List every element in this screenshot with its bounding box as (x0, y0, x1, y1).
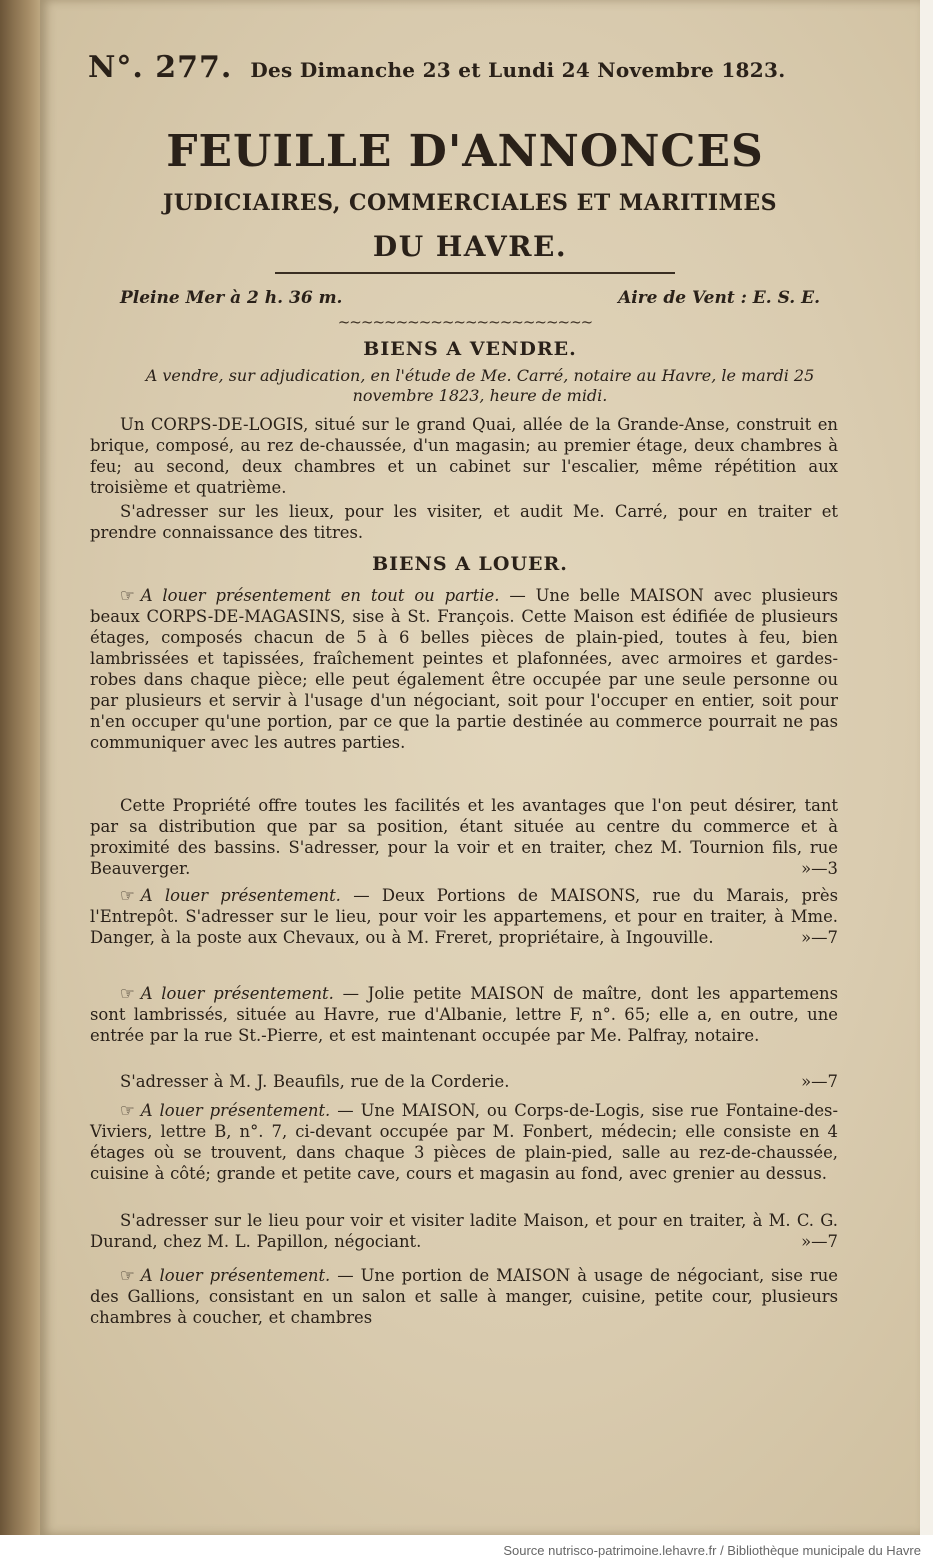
ad-3-ref: »—7 (801, 1072, 838, 1091)
tide-wind-line (100, 288, 840, 308)
ad-3-text-2: S'adresser à M. J. Beaufils, rue de la Corderie. (120, 1072, 510, 1091)
masthead-city: DU HAVRE. (372, 230, 568, 263)
ad-3-lead: A louer présentement. (140, 984, 334, 1003)
pointing-hand-icon: ☞ (120, 1266, 135, 1285)
issue-date: Des Dimanche 23 et Lundi 24 Novembre 1823. (250, 58, 786, 82)
pointing-hand-icon: ☞ (120, 886, 135, 905)
ad-4-text-2: S'adresser sur le lieu pour voir et visiter ladite Maison, et pour en traiter, à M. C. G. Durand, chez M. L. Papillon, négociant. (90, 1211, 838, 1251)
louer-ad-4 (90, 1100, 838, 1184)
vendre-paragraph-1: Un CORPS-DE-LOGIS, situé sur le grand Quai, allée de la Grande-Anse, construit en brique, composé, au rez de-chaussée, d'un magasin; au premier étage, deux chambres à feu; au second, deux chambres et un cabinet sur l'escalier, même répétition aux troisième et quatrième. (90, 415, 838, 497)
wind-info: Aire de Vent : E. S. E. (618, 288, 820, 308)
louer-ad-2 (90, 885, 838, 948)
ad-1-lead: A louer présentement en tout ou partie. (140, 586, 500, 605)
section-heading-vendre: BIENS A VENDRE. (363, 338, 577, 360)
masthead-title: FEUILLE D'ANNONCES (166, 126, 764, 177)
louer-ad-3-continued (90, 1071, 838, 1092)
ad-4-lead: A louer présentement. (140, 1101, 331, 1120)
pointing-hand-icon: ☞ (120, 984, 135, 1003)
ad-1-text: — Une belle MAISON avec plusieurs beaux CORPS-DE-MAGASINS, sise à St. François. Cette Maison est édifiée de plusieurs étages, composés chacun de 5 à 6 belles pièces de plain-pied, toutes à feu, bien lambrissées et tapissées, fraîchement peintes et plafonnées, avec armoires et gardes-robes dans chaque pièce; elle peut également être occupée par une seule personne ou par plusieurs et servir à l'usage d'un négociant, soit pour l'occuper en entier, soit pour n'en occuper qu'une portion, par ce que la partie destinée au commerce pourrait ne pas communiquer avec les autres parties. (90, 586, 838, 752)
louer-ad-3 (90, 983, 838, 1046)
issue-line (88, 50, 828, 94)
louer-ad-5 (90, 1265, 838, 1328)
louer-ad-1-continued (90, 795, 838, 879)
ad-2-text: — Deux Portions de MAISONS, rue du Marais, près l'Entrepôt. S'adresser sur le lieu, pour voir les appartemens, et pour en traiter, à Mme. Danger, à la poste aux Chevaux, ou à M. Freret, propriétaire, à Ingouville. (90, 886, 838, 947)
newspaper-page (40, 0, 920, 1535)
page-edge (920, 0, 933, 1535)
source-footer: Source nutrisco-patrimoine.lehavre.fr / Bibliothèque municipale du Havre (0, 1535, 933, 1566)
ad-5-text: — Une portion de MAISON à usage de négociant, sise rue des Gallions, consistant en un salon et salle à manger, cuisine, petite cour, plusieurs chambres à coucher, et chambres (90, 1266, 838, 1327)
section-heading-louer: BIENS A LOUER. (372, 553, 568, 575)
masthead-subtitle: JUDICIAIRES, COMMERCIALES ET MARITIMES (162, 190, 778, 216)
book-spine (0, 0, 40, 1535)
ad-5-lead: A louer présentement. (140, 1266, 331, 1285)
vendre-paragraph-2: S'adresser sur les lieux, pour les visiter, et audit Me. Carré, pour en traiter et prendre connaissance des titres. (90, 502, 838, 542)
masthead-rule (275, 272, 675, 274)
issue-number: N°. 277. (88, 50, 233, 85)
tide-info: Pleine Mer à 2 h. 36 m. (120, 288, 343, 308)
ornament-divider: ~~~~~~~~~~~~~~~~~~~~~~ (337, 313, 593, 331)
ad-1-text-2: Cette Propriété offre toutes les facilités et les avantages que l'on peut désirer, tant par sa distribution que par sa position, étant située au centre du commerce et à proximité des bassins. S'adresser, pour la voir et en traiter, chez M. Tournion fils, rue Beauverger. (90, 796, 838, 878)
louer-ad-4-continued (90, 1210, 838, 1252)
ad-2-lead: A louer présentement. (140, 886, 341, 905)
pointing-hand-icon: ☞ (120, 586, 135, 605)
ad-4-ref: »—7 (801, 1232, 838, 1251)
ad-2-ref: »—7 (801, 928, 838, 947)
ad-1-ref: »—3 (801, 859, 838, 878)
vendre-intro: A vendre, sur adjudication, en l'étude de Me. Carré, notaire au Havre, le mardi 25 novembre 1823, heure de midi. (145, 366, 815, 405)
pointing-hand-icon: ☞ (120, 1101, 135, 1120)
louer-ad-1 (90, 585, 838, 753)
ad-4-text: — Une MAISON, ou Corps-de-Logis, sise rue Fontaine-des-Viviers, lettre B, n°. 7, ci-devant occupée par M. Fonbert, médecin; elle consiste en 4 étages où se trouvent, dans chaque 3 pièces de plain-pied, salle au rez-de-chaussée, cuisine à côté; grande et petite cave, cours et magasin au fond, avec grenier au dessus. (90, 1101, 839, 1183)
ad-3-text: — Jolie petite MAISON de maître, dont les appartemens sont lambrissés, située au Havre, rue d'Albanie, lettre F, n°. 65; elle a, en outre, une entrée par la rue St.-Pierre, et est maintenant occupée par Me. Palfray, notaire. (90, 984, 838, 1045)
